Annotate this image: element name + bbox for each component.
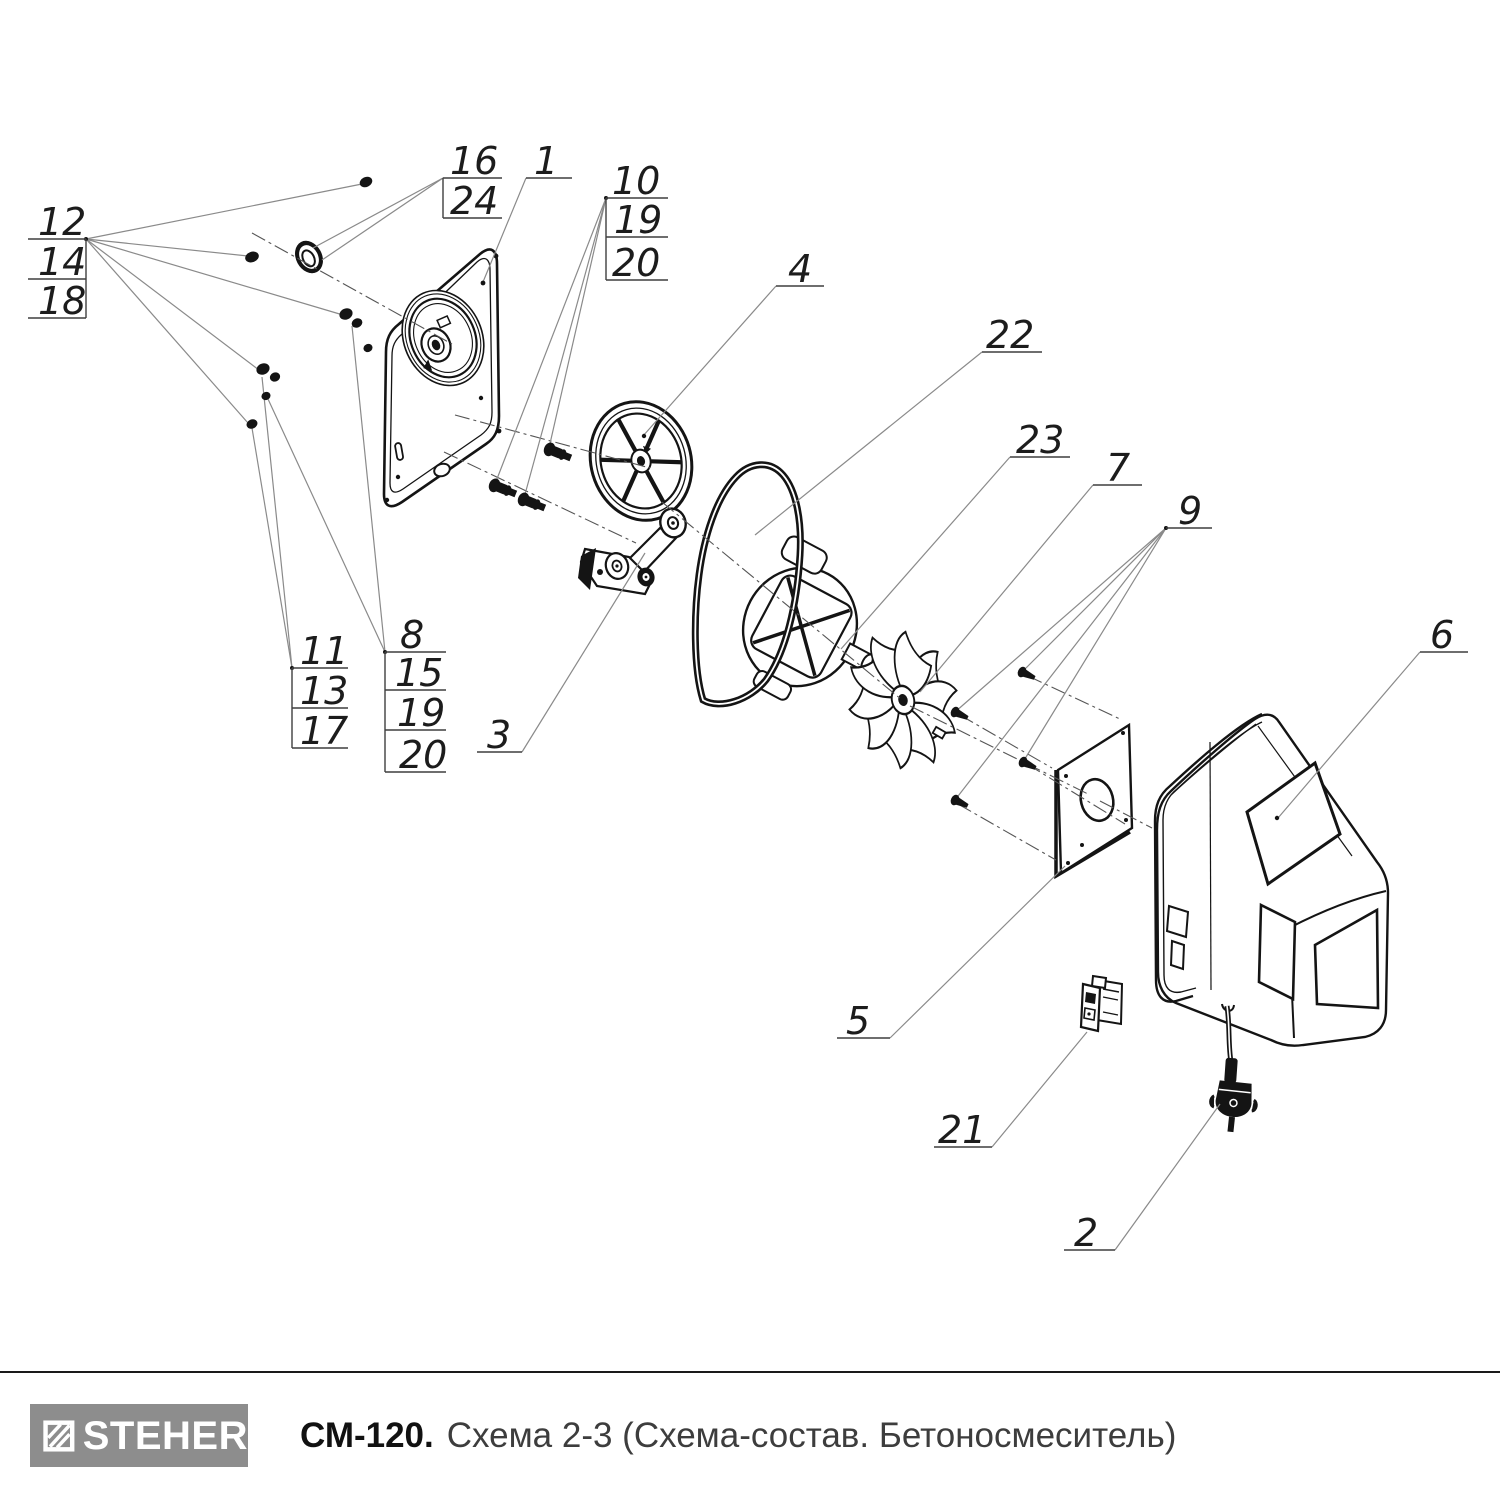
cover-screws	[949, 665, 1038, 811]
diagram-caption	[300, 1404, 1176, 1467]
callout-3: 3	[487, 713, 512, 757]
callout-11: 11	[300, 629, 349, 673]
callout-7: 7	[1106, 446, 1131, 490]
callout-12: 12	[38, 200, 87, 244]
pulley-drawing	[576, 390, 705, 533]
callout-20b: 20	[399, 733, 448, 777]
callout-4: 4	[788, 247, 813, 291]
brand-logo	[30, 1404, 248, 1467]
mounting-plate-drawing	[1056, 725, 1132, 876]
callout-18: 18	[38, 279, 87, 323]
callout-21: 21	[938, 1108, 987, 1152]
callout-24: 24	[450, 179, 499, 223]
callout-14: 14	[38, 240, 87, 284]
switch-drawing	[1081, 976, 1122, 1031]
steher-logo-icon	[42, 1417, 76, 1455]
leader-endpoints	[84, 196, 1279, 820]
footer-divider	[0, 1371, 1500, 1373]
callout-5: 5	[846, 999, 871, 1043]
callout-17: 17	[300, 709, 349, 753]
callout-16: 16	[450, 139, 499, 183]
callout-underlines	[28, 178, 1468, 1250]
callout-19b: 19	[397, 691, 446, 735]
motor-cover-drawing	[1155, 714, 1388, 1046]
brand-name: STEHER	[82, 1413, 248, 1458]
power-plug-drawing	[1208, 1080, 1259, 1135]
diagram-subtitle: Схема 2-3 (Схема-состав. Бетоносмеситель)	[446, 1415, 1177, 1455]
callout-22: 22	[986, 313, 1035, 357]
callout-1: 1	[534, 139, 559, 183]
callout-15: 15	[395, 651, 444, 695]
callout-23: 23	[1016, 418, 1065, 462]
callout-6: 6	[1430, 613, 1455, 657]
rear-panel-drawing	[384, 249, 501, 506]
model-number: СМ-120.	[300, 1415, 434, 1455]
callout-8: 8	[400, 613, 425, 657]
callout-9: 9	[1178, 489, 1203, 533]
callout-19a: 19	[614, 198, 663, 242]
callout-13: 13	[300, 669, 349, 713]
callout-2: 2	[1074, 1211, 1099, 1255]
callout-10: 10	[612, 159, 661, 203]
callout-20a: 20	[612, 241, 661, 285]
